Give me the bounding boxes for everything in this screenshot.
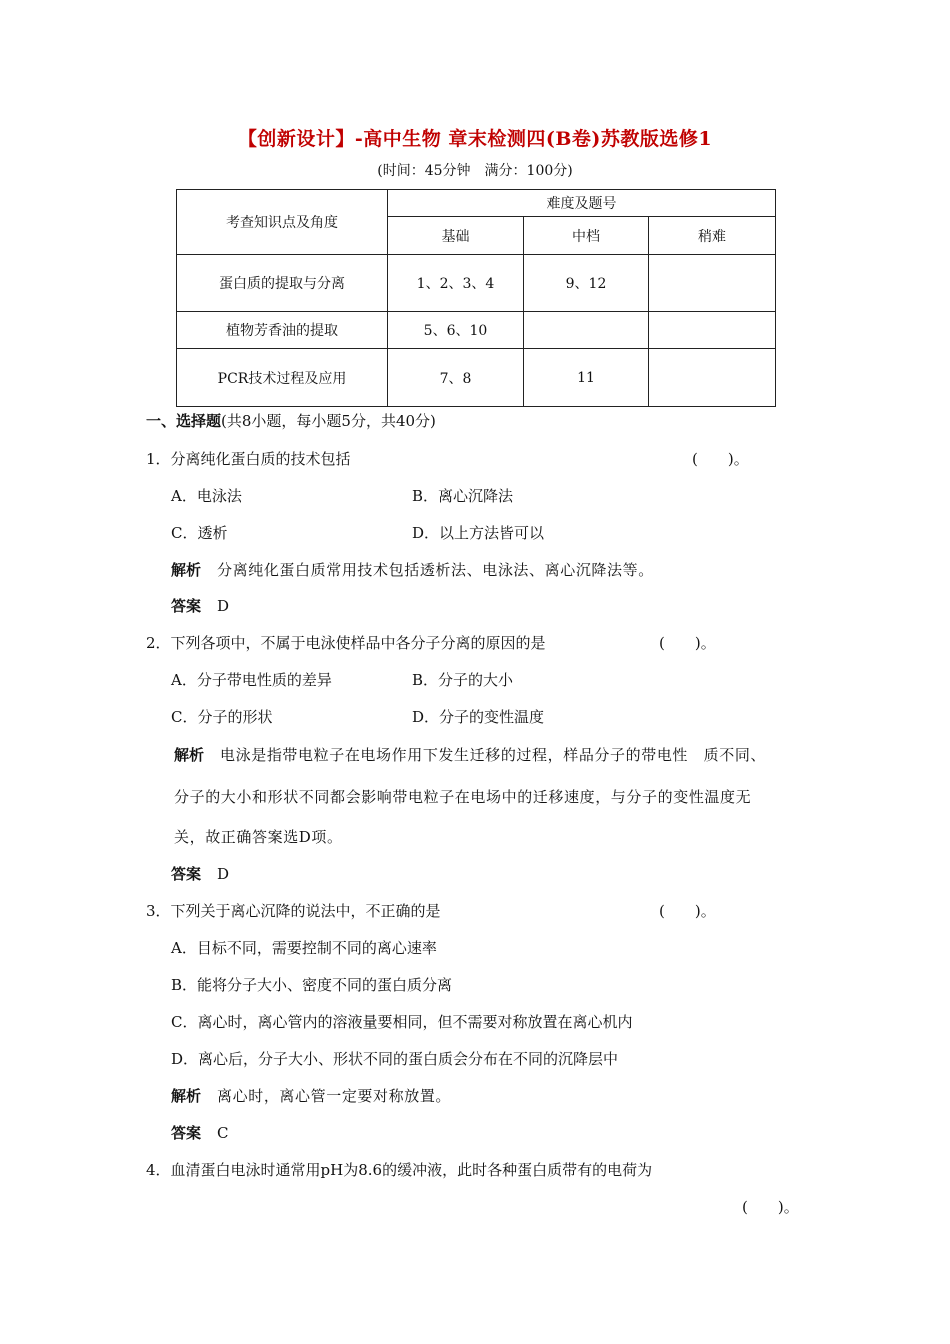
q3-option-d: D．离心后，分子大小、形状不同的蛋白质会分布在不同的沉降层中: [171, 1050, 619, 1068]
basic-cell: 5、6、10: [388, 312, 524, 349]
q2-explanation-line-1: [174, 744, 766, 765]
q3-explanation: [171, 1085, 451, 1106]
answer-value: D: [217, 597, 230, 615]
answer-label: 答案: [171, 865, 202, 883]
section-title: 一、选择题: [146, 412, 222, 430]
q2-option-c: C．分子的形状: [171, 708, 273, 726]
explanation-label: 解析: [171, 561, 202, 579]
q3-stem: 3．下列关于离心沉降的说法中，不正确的是: [146, 902, 441, 920]
table-row: [177, 349, 776, 407]
level-hard: 稍难: [649, 217, 776, 255]
q2-option-a: A．分子带电性质的差异: [171, 671, 332, 689]
q2-explanation-line-2: 分子的大小和形状不同都会影响带电粒子在电场中的迁移速度，与分子的变性温度无: [174, 788, 752, 806]
q3-answer-bracket: ( )。: [659, 902, 716, 920]
table-row: [177, 312, 776, 349]
q1-option-c: C．透析: [171, 524, 228, 542]
section-note: (共8小题，每小题5分，共40分): [221, 412, 436, 430]
basic-cell: 7、8: [388, 349, 524, 407]
hard-cell: [649, 255, 776, 312]
col-header-difficulty: 难度及题号: [388, 190, 776, 217]
explanation-text: 电泳是指带电粒子在电场作用下发生迁移的过程，样品分子的带电性 质不同、: [220, 746, 767, 764]
q3-option-a: A．目标不同，需要控制不同的离心速率: [171, 939, 437, 957]
q3-answer: [171, 1122, 229, 1143]
answer-label: 答案: [171, 597, 202, 615]
answer-value: D: [217, 865, 230, 883]
hard-cell: [649, 312, 776, 349]
medium-cell: [524, 312, 649, 349]
topic-cell: 植物芳香油的提取: [177, 312, 388, 349]
level-medium: 中档: [524, 217, 649, 255]
q4-stem: 4．血清蛋白电泳时通常用pH为8.6的缓冲液，此时各种蛋白质带有的电荷为: [146, 1161, 653, 1179]
q1-option-b: B．离心沉降法: [412, 487, 514, 505]
answer-label: 答案: [171, 1124, 202, 1142]
q4-answer-bracket: ( )。: [742, 1198, 799, 1216]
q1-answer-bracket: ( )。: [692, 450, 749, 468]
explanation-label: 解析: [174, 746, 205, 764]
q1-explanation: [171, 559, 654, 580]
explanation-label: 解析: [171, 1087, 202, 1105]
answer-value: C: [217, 1124, 229, 1142]
q3-option-b: B．能将分子大小、密度不同的蛋白质分离: [171, 976, 453, 994]
topic-cell: PCR技术过程及应用: [177, 349, 388, 407]
q1-answer: [171, 595, 229, 616]
basic-cell: 1、2、3、4: [388, 255, 524, 312]
document-title: 【创新设计】-高中生物 章末检测四(B卷)苏教版选修1: [237, 128, 713, 150]
explanation-text: 分离纯化蛋白质常用技术包括透析法、电泳法、离心沉降法等。: [217, 561, 654, 579]
hard-cell: [649, 349, 776, 407]
level-basic: 基础: [388, 217, 524, 255]
medium-cell: 9、12: [524, 255, 649, 312]
exam-time-score: (时间：45分钟 满分：100分): [377, 163, 573, 179]
q2-answer: [171, 863, 229, 884]
q2-answer-bracket: ( )。: [659, 634, 716, 652]
medium-cell: 11: [524, 349, 649, 407]
q2-stem: 2．下列各项中，不属于电泳使样品中各分子分离的原因的是: [146, 634, 546, 652]
table-row: [177, 255, 776, 312]
col-header-topic: 考查知识点及角度: [177, 190, 388, 255]
q1-option-a: A．电泳法: [171, 487, 242, 505]
explanation-text: 离心时，离心管一定要对称放置。: [217, 1087, 452, 1105]
section-heading: [146, 410, 436, 431]
q1-stem: 1．分离纯化蛋白质的技术包括: [146, 450, 351, 468]
q2-explanation-line-3: 关，故正确答案选D项。: [174, 828, 343, 846]
q3-option-c: C．离心时，离心管内的溶液量要相同，但不需要对称放置在离心机内: [171, 1013, 633, 1031]
topic-cell: 蛋白质的提取与分离: [177, 255, 388, 312]
q2-option-d: D．分子的变性温度: [412, 708, 545, 726]
q2-option-b: B．分子的大小: [412, 671, 514, 689]
knowledge-point-table: [176, 189, 776, 407]
q1-option-d: D．以上方法皆可以: [412, 524, 545, 542]
